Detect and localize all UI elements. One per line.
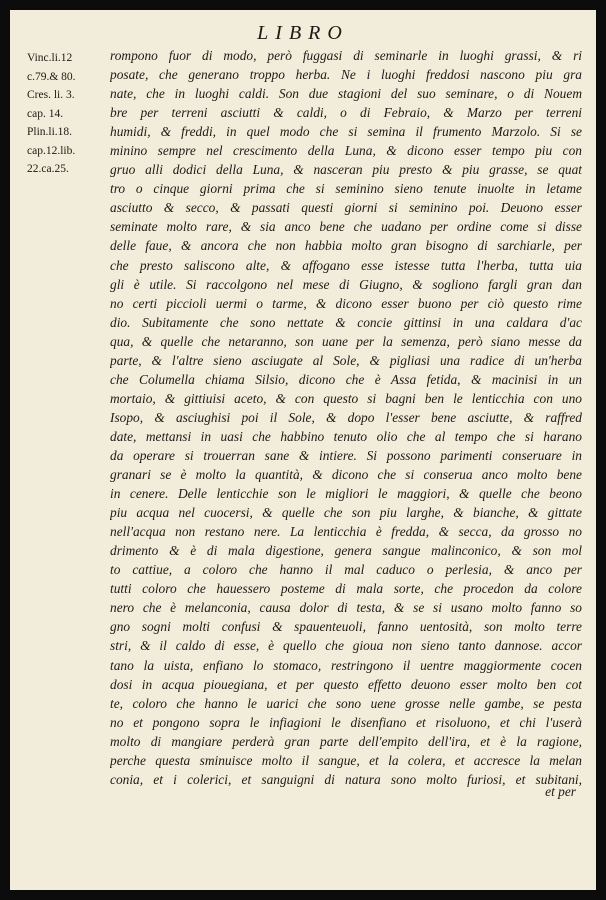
body-line: qua, & quelle che netaranno, son uane per la semenza, però siano messe da <box>110 333 582 349</box>
body-line: no et pongono sopra le infiagioni le disenfiano et risoluono, et chi l'userà <box>110 714 582 730</box>
body-line: stri, & il caldo di esse, è quello che gioua non sieno tanto dannose. accor <box>110 638 582 654</box>
body-line: molto di mangiare perderà gran parte dell'empito dell'ira, et è la ragione, <box>110 733 582 749</box>
body-line: gno sogni molti confusi & spauenteuoli, fanno uentosità, son molto terre <box>110 619 582 635</box>
body-line: asciutto & secco, & passati questi giorni si seminino poi. Deuono esser <box>110 200 582 216</box>
margin-note-line: cap.12.lib. <box>27 144 76 157</box>
body-line: gruo alli dodici della Luna, & nasceran piu presto & piu grasse, se quat <box>110 162 582 178</box>
catchword: et per <box>545 784 576 799</box>
margin-note-line: cap. 14. <box>27 107 64 120</box>
body-line: tano la uista, enfiano lo stomaco, restringono il uentre maggiormente cocen <box>110 657 582 673</box>
body-line: Isopo, & asciughisi poi il Sole, & dopo l'esser bene asciutte, & raffred <box>110 409 582 425</box>
body-line: tutti coloro che hauessero posteme di mala sorte, che procedon da colore <box>110 581 582 597</box>
body-line: nate, che in luoghi caldi. Son due stagioni del suo seminare, o di Nouem <box>110 86 582 102</box>
body-line: drimento & è di mala digestione, genera sangue malinconico, & son mol <box>110 543 582 559</box>
body-line: delle faue, & ancora che non habbia molto gran bisogno di sarchiarle, per <box>110 238 582 254</box>
body-line: bre per terreni asciutti & caldi, o di Febraio, & Marzo per terreni <box>110 105 582 121</box>
body-line: gli è utile. Si raccolgono nel mese di Giugno, & sogliono fargli gran dan <box>110 276 582 292</box>
book-page <box>10 10 596 890</box>
body-text <box>110 46 582 789</box>
body-line: humidi, & freddi, in quel modo che si semina il frumento Marzolo. Si se <box>110 124 582 140</box>
body-line: parte, & l'altre sieno asciugate al Sole, & pigliasi una radice di un'herba <box>110 352 582 368</box>
body-line: piu acqua nel cuocersi, & quelle che son piu larghe, & bianche, & gittate <box>110 505 582 521</box>
body-line: mortaio, & gittiuisi aceto, & con questo si bagni ben le lenticchia con uno <box>110 390 582 406</box>
margin-note-line: Vinc.li.12 <box>27 52 73 64</box>
body-line: tro o cinque giorni prima che si seminino sieno tenute inuolte in letame <box>110 181 582 197</box>
body-line: che presto saliscono alte, & affogano esse istesse tutta l'herba, tutta uia <box>110 257 582 273</box>
body-line: posate, che generano troppo herba. Ne i luoghi freddosi nascono piu gra <box>110 67 582 83</box>
body-line: date, mettansi in uasi che habbino tenuto olio che al tempo che si harano <box>110 428 582 444</box>
body-line: da operare si trouerran sane & intiere. Si possono parimenti conseruare in <box>110 447 582 463</box>
body-line: che Columella chiama Silsio, dicono che è Assa fetida, & macinisi in un <box>110 371 582 387</box>
body-line: nell'acqua non restano nere. La lenticchia è fredda, & secca, da grosso no <box>110 524 582 540</box>
body-line: nero che è melanconia, causa dolor di testa, & se si usano molto fanno so <box>110 600 582 616</box>
margin-note-line: Cres. li. 3. <box>27 89 75 101</box>
body-line: granari se è molto la quantità, & dicono che si conserua anco molto bene <box>110 467 582 483</box>
body-line: in cenere. Delle lenticchie son le migliori le maggiori, & quelle che beono <box>110 486 582 502</box>
body-line: seminate molto rare, & sia anco bene che uadano per ordine come si disse <box>110 219 582 235</box>
body-line: dosi in acqua piouegiana, et per questo effetto deuono esser molto ben cot <box>110 676 582 692</box>
body-line: te, coloro che hanno le uarici che sono uene grosse nelle gambe, se pesta <box>110 695 582 711</box>
body-line: rompono fuor di modo, però fuggasi di seminarle in luoghi grassi, & ri <box>110 48 582 63</box>
margin-note-line: c.79.& 80. <box>27 70 76 83</box>
body-line: to cattiue, a coloro che hanno il mal caduco o perlesia, & anco per <box>110 562 582 578</box>
margin-note-line: Plin.li.18. <box>27 126 73 138</box>
body-line: minino sempre nel crescimento della Luna, & dicono esser tempo piu con <box>110 143 582 159</box>
running-head: LIBRO <box>257 22 349 44</box>
body-line: dio. Subitamente che sono nettate & concie gittinsi in una caldara d'ac <box>110 314 582 330</box>
body-line: perche questa sminuisce molto il sangue, et la colera, et accresce la melan <box>110 752 582 768</box>
margin-note <box>27 49 107 179</box>
body-line: no certi piccioli uermi o tarme, & dicono esser buono per ciò questo rime <box>110 295 582 311</box>
body-line: conia, et i colerici, et sanguigni di natura sono molto furiosi, et subitani, <box>110 771 582 787</box>
margin-note-line: 22.ca.25. <box>27 163 69 175</box>
